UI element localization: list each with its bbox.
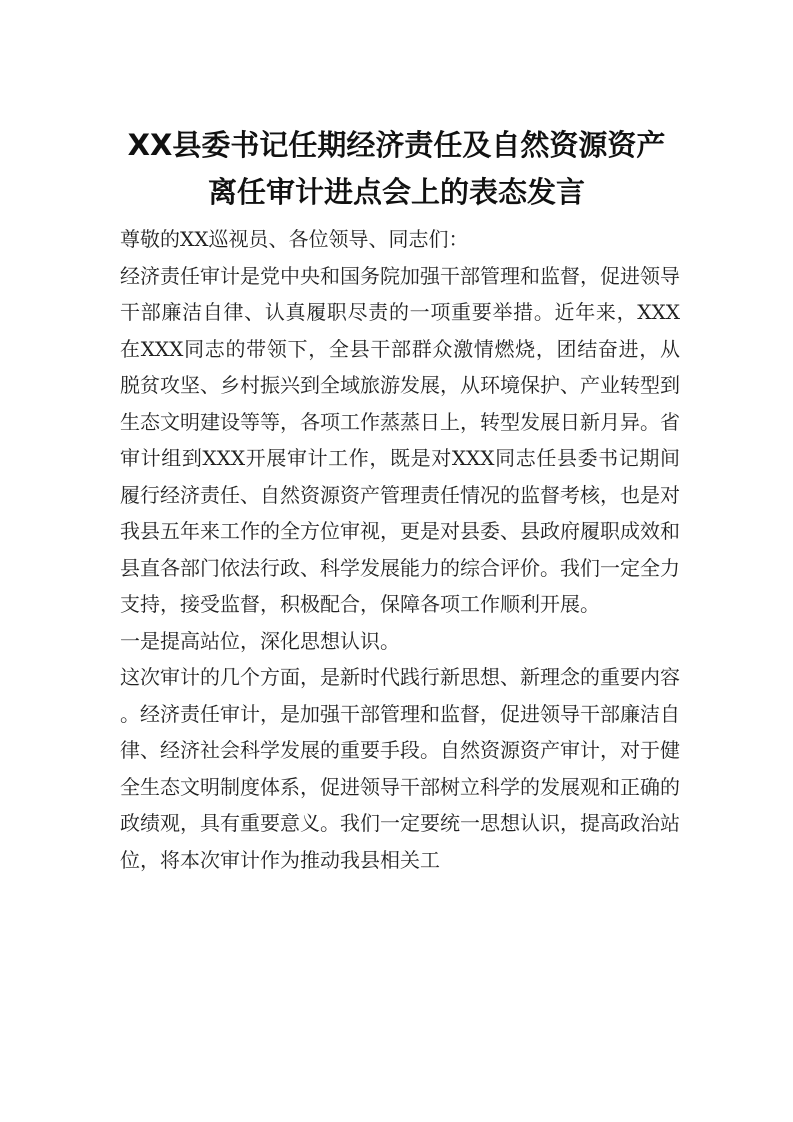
salutation-paragraph: 尊敬的XX巡视员、各位领导、同志们： [120, 227, 469, 251]
document-body [120, 221, 680, 878]
body-paragraph: 这次审计的几个方面，是新时代践行新思想、新理念的重要内容。经济责任审计，是加强干部管理和监督，促进领导干部廉洁自律、经济社会科学发展的重要手段。自然资源资产审计，对于健全生态文明制度体系，促进领导干部树立科学的发展观和正确的政绩观，具有重要意义。我们一定要统一思想认识，提高政治站位，将本次审计作为推动我县相关工 [120, 665, 680, 872]
section-heading-paragraph: 一是提高站位，深化思想认识。 [120, 628, 400, 653]
document-title-line-1: XX县委书记任期经济责任及自然资源资产 [127, 128, 666, 162]
document-title-line-2: 离任审计进点会上的表态发言 [207, 175, 585, 209]
body-paragraph: 经济责任审计是党中央和国务院加强干部管理和监督，促进领导干部廉洁自律、认真履职尽责的一项重要举措。近年来，XXX在XXX同志的带领下，全县干部群众激情燃烧，团结奋进，从脱贫攻坚、乡村振兴到全域旅游发展，从环境保护、产业转型到生态文明建设等等，各项工作蒸蒸日上，转型发展日新月异。省审计组到XXX开展审计工作，既是对XXX同志任县委书记期间履行经济责任、自然资源资产管理责任情况的监督考核，也是对我县五年来工作的全方位审视，更是对县委、县政府履职成效和县直各部门依法行政、科学发展能力的综合评价。我们一定全力支持，接受监督，积极配合，保障各项工作顺利开展。 [120, 263, 680, 616]
